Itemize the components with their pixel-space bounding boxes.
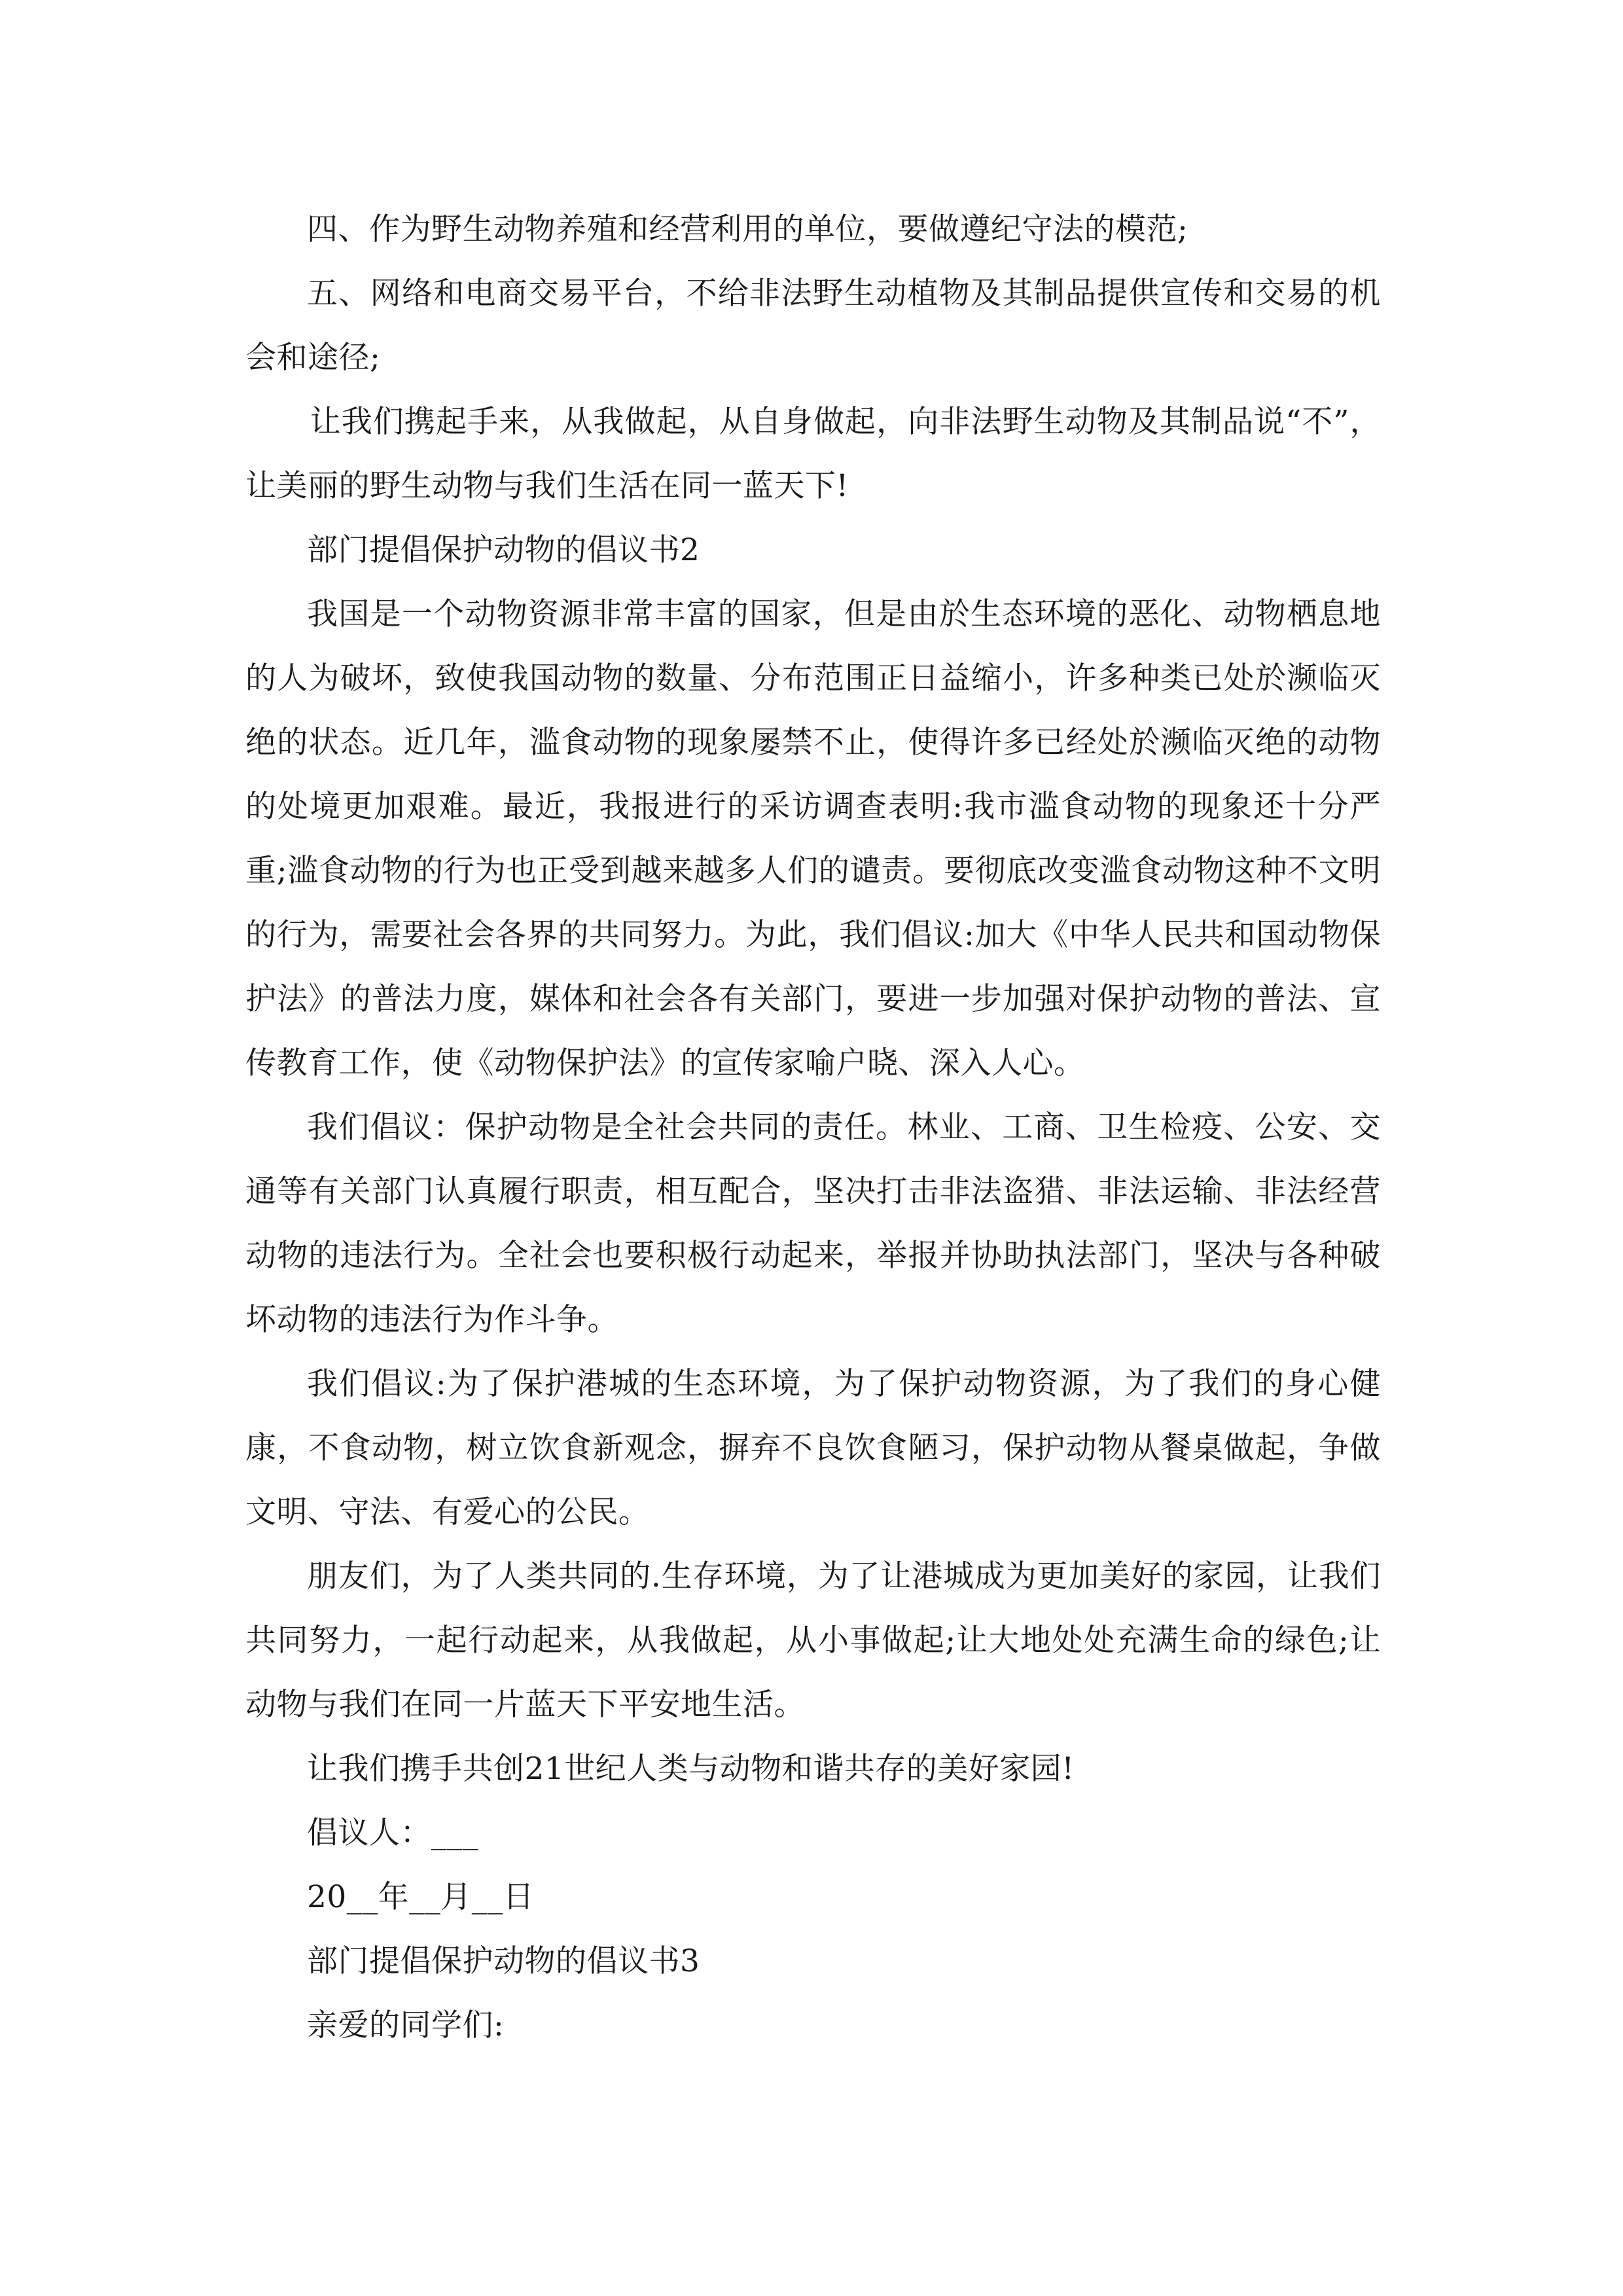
paragraph-friends: 朋友们，为了人类共同的.生存环境，为了让港城成为更加美好的家园，让我们共同努力，一起行动起来，从我做起，从小事做起;让大地处处充满生命的绿色;让动物与我们在同一片蓝天下平安地生活。 bbox=[245, 1558, 1381, 1723]
paragraph-closing: 让我们携手共创21世纪人类与动物和谐共存的美好家园! bbox=[307, 1751, 1075, 1787]
paragraph-call-to-action: 让我们携起手来，从我做起，从自身做起，向非法野生动物及其制品说“不”，让美丽的野生动物与我们生活在同一蓝天下! bbox=[245, 404, 1381, 504]
section-title-2: 部门提倡保护动物的倡议书2 bbox=[307, 532, 700, 568]
date-line: 20__年__月__日 bbox=[307, 1879, 535, 1915]
paragraph-proposal-responsibility: 我们倡议：保护动物是全社会共同的责任。林业、工商、卫生检疫、公安、交通等有关部门认真履行职责，相互配合，坚决打击非法盗猎、非法运输、非法经营动物的违法行为。全社会也要积极行动起来，举报并协助执法部门，坚决与各种破坏动物的违法行为作斗争。 bbox=[245, 1109, 1381, 1338]
paragraph-proposal-diet: 我们倡议:为了保护港城的生态环境，为了保护动物资源，为了我们的身心健康，不食动物，树立饮食新观念，摒弃不良饮食陋习，保护动物从餐桌做起，争做文明、守法、有爱心的公民。 bbox=[245, 1366, 1381, 1530]
paragraph-item-five: 五、网络和电商交易平台，不给非法野生动植物及其制品提供宣传和交易的机会和途径; bbox=[245, 276, 1381, 376]
salutation: 亲爱的同学们: bbox=[307, 2007, 505, 2043]
paragraph-item-four: 四、作为野生动物养殖和经营利用的单位，要做遵纪守法的模范; bbox=[307, 211, 1188, 247]
paragraph-background: 我国是一个动物资源非常丰富的国家，但是由於生态环境的恶化、动物栖息地的人为破坏，致使我国动物的数量、分布范围正日益缩小，许多种类已处於濒临灭绝的状态。近几年，滥食动物的现象屡禁不止，使得许多已经处於濒临灭绝的动物的处境更加艰难。最近，我报进行的采访调查表明:我市滥食动物的现象还十分严重;滥食动物的行为也正受到越来越多人们的谴责。要彻底改变滥食动物这种不文明的行为，需要社会各界的共同努力。为此，我们倡议:加大《中华人民共和国动物保护法》的普法力度，媒体和社会各有关部门，要进一步加强对保护动物的普法、宣传教育工作，使《动物保护法》的宣传家喻户晓、深入人心。 bbox=[245, 596, 1381, 1081]
document-body bbox=[245, 198, 1381, 2058]
signature-line: 倡议人：___ bbox=[307, 1815, 478, 1851]
section-title-3: 部门提倡保护动物的倡议书3 bbox=[307, 1943, 700, 1979]
